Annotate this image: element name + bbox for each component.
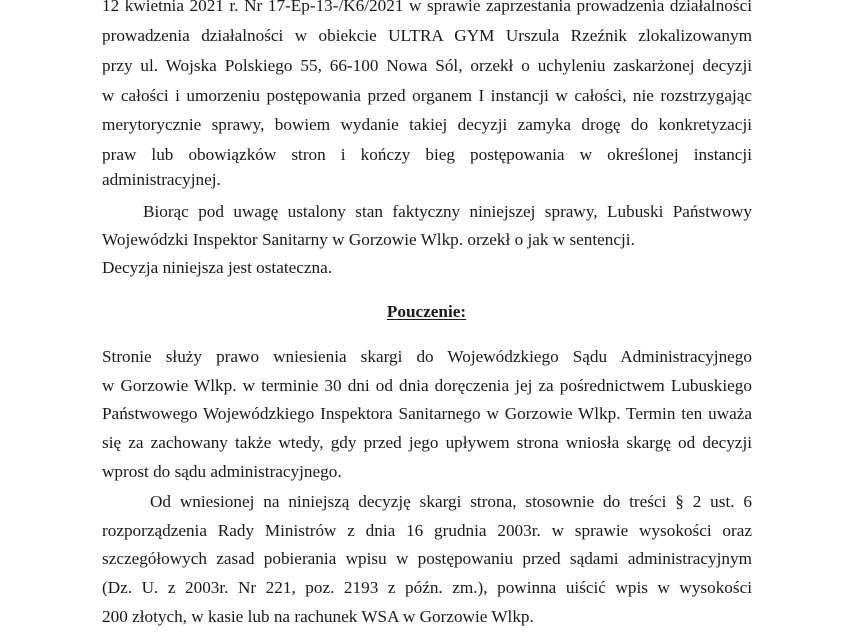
paragraph-2-line-2: Wojewódzki Inspektor Sanitarny w Gorzowie Wlkp. orzekł o jak w sentencji. <box>102 230 635 249</box>
paragraph-3-line-1: Stronie służy prawo wniesienia skargi do Wojewódzkiego Sądu Administracyjnego <box>102 347 752 366</box>
paragraph-4-line-4: (Dz. U. z 2003r. Nr 221, poz. 2193 z późn. zm.), powinna uiścić wpis w wysokości <box>102 578 752 597</box>
paragraph-1-line-2: prowadzenia działalności w obiekcie ULTRA GYM Urszula Rzeźnik zlokalizowanym <box>102 26 752 45</box>
paragraph-4-line-2: rozporządzenia Rady Ministrów z dnia 16 grudnia 2003r. w sprawie wysokości oraz <box>102 521 752 540</box>
section-heading <box>0 302 853 322</box>
paragraph-3-line-3: Państwowego Wojewódzkiego Inspektora Sanitarnego w Gorzowie Wlkp. Termin ten uważa <box>102 404 752 423</box>
heading-text: Pouczenie: <box>386 302 467 321</box>
paragraph-1-line-7: administracyjnej. <box>102 170 221 189</box>
paragraph-1-line-6: praw lub obowiązków stron i kończy bieg postępowania w określonej instancji <box>102 145 752 164</box>
paragraph-3-line-4: się za zachowany także wtedy, gdy przed jego upływem strona wniosła skargę od decyzji <box>102 433 752 452</box>
paragraph-2-line-1: Biorąc pod uwagę ustalony stan faktyczny niniejszej sprawy, Lubuski Państwowy <box>143 202 752 221</box>
paragraph-1-line-1: 12 kwietnia 2021 r. Nr 17-Ep-13-/K6/2021 w sprawie zaprzestania prowadzenia działalności <box>102 0 752 15</box>
paragraph-1-line-3: przy ul. Wojska Polskiego 55, 66-100 Nowa Sól, orzekł o uchyleniu zaskarżonej decyzji <box>102 56 752 75</box>
paragraph-1-line-5: merytorycznie sprawy, bowiem wydanie takiej decyzji zamyka drogę do konkretyzacji <box>102 115 752 134</box>
paragraph-3-line-5: wprost do sądu administracyjnego. <box>102 462 342 481</box>
paragraph-3-line-2: w Gorzowie Wlkp. w terminie 30 dni od dnia doręczenia jej za pośrednictwem Lubuskiego <box>102 376 752 395</box>
paragraph-4-line-3: szczegółowych zasad pobierania wpisu w postępowaniu przed sądami administracyjnym <box>102 549 752 568</box>
paragraph-4-line-1: Od wniesionej na niniejszą decyzję skargi strona, stosownie do treści § 2 ust. 6 <box>150 492 752 511</box>
final-statement: Decyzja niniejsza jest ostateczna. <box>102 258 333 277</box>
paragraph-1-line-4: w całości i umorzeniu postępowania przed organem I instancji w całości, nie rozstrzygając <box>102 86 752 105</box>
paragraph-4-line-5: 200 złotych, w kasie lub na rachunek WSA w Gorzowie Wlkp. <box>102 607 534 626</box>
